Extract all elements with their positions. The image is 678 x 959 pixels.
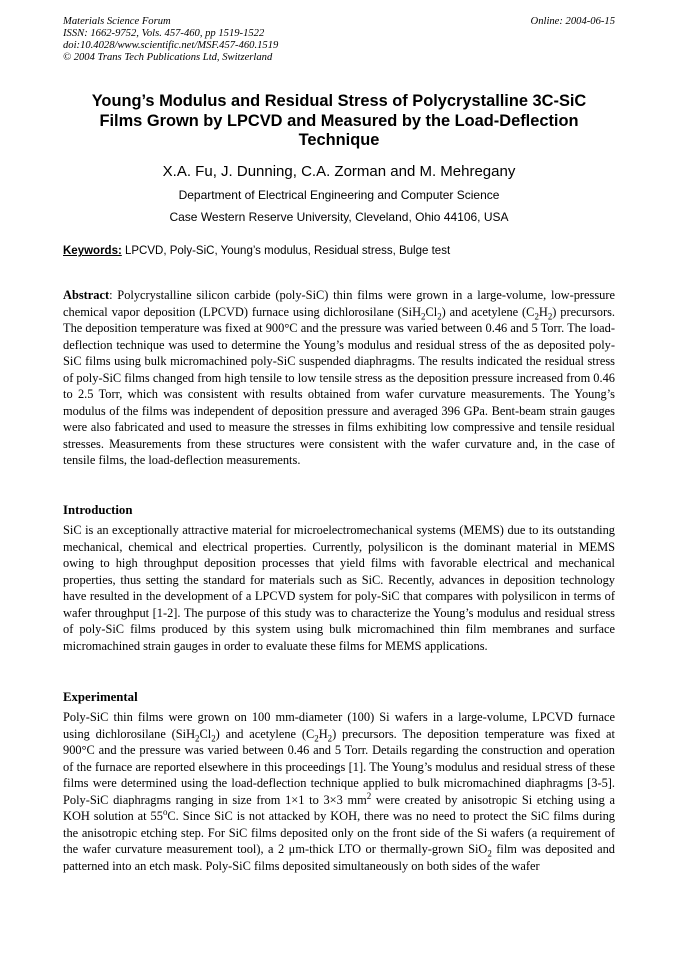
experimental-sub-4: 2 — [327, 732, 333, 743]
publication-header — [63, 16, 615, 64]
abstract-sub-2: 2 — [437, 310, 442, 321]
experimental-text-8: film was deposited and patterned into an etch mask. Poly-SiC films deposited simultaneously on both sides of the wafer — [63, 842, 616, 873]
author-list: X.A. Fu, J. Dunning, C.A. Zorman and M. Mehregany — [162, 163, 516, 180]
experimental-sup-2: o — [162, 806, 168, 817]
experimental-text-2: Cl — [199, 726, 212, 741]
experimental-text-3: ) and acetylene (C — [215, 726, 315, 741]
abstract-sub-1: 2 — [421, 310, 426, 321]
paper-title — [63, 92, 615, 151]
keywords-text: LPCVD, Poly-SiC, Young’s modulus, Residual stress, Bulge test — [121, 245, 451, 257]
abstract-sub-4: 2 — [547, 310, 553, 321]
title-line-2: Films Grown by LPCVD and Measured by the Load-Deflection — [99, 111, 579, 130]
online-date: Online: 2004-06-15 — [530, 16, 615, 27]
experimental-text-4: H — [318, 726, 328, 741]
abstract-text-4: H — [538, 304, 548, 319]
abstract-text-3: ) and acetylene (C — [441, 304, 535, 319]
copyright-line: © 2004 Trans Tech Publications Ltd, Switzerland — [63, 52, 273, 63]
abstract-text-2: Cl — [425, 304, 438, 319]
keywords-line — [63, 244, 615, 258]
experimental-sub-5: 2 — [487, 848, 492, 859]
experimental-sub-2: 2 — [211, 732, 216, 743]
experimental-paragraph — [63, 709, 615, 874]
experimental-text-6: were created by anisotropic Si etching using a KOH solution at 55 — [63, 792, 615, 823]
journal-name: Materials Science Forum — [63, 16, 171, 27]
experimental-text-7: C. Since SiC is not attacked by KOH, there was no need to protect the SiC films during the anisotropic etching step. For SiC films deposited only on the front side of the Si wafers (a requirement of the wafer curvature measurement tool), a 2 μm-thick LTO or thermally-grown SiO — [63, 809, 615, 856]
introduction-heading: Introduction — [63, 503, 133, 517]
abstract-paragraph — [63, 287, 615, 469]
doi-line: doi:10.4028/www.scientific.net/MSF.457-460.1519 — [63, 40, 279, 51]
keywords-label: Keywords: — [63, 245, 122, 257]
experimental-text-1: Poly-SiC thin films were grown on 100 mm-diameter (100) Si wafers in a large-volume, LPCVD furnace using dichlorosilane (SiH — [63, 710, 615, 741]
experimental-text-5: ) precursors. The deposition temperature was fixed at 900°C and the pressure was varied between 0.46 and 5 Torr. Details regarding the construction and operation of the furnace are reported elsewhere in this proceedings [1]. The Young’s modulus and residual stress of these films were determined using the load-deflection technique applied to bulk micromachined diaphragms [3-5]. Poly-SiC diaphragms ranging in size from 1×1 to 3×3 mm — [63, 726, 616, 807]
experimental-sup-1: 2 — [366, 790, 372, 801]
experimental-heading: Experimental — [63, 690, 138, 704]
introduction-paragraph: SiC is an exceptionally attractive material for microelectromechanical systems (MEMS) due to its outstanding mechanical, chemical and electrical properties. Currently, polysilicon is the dominant material in MEMS owing to high throughput deposition processes that yield films with favorable electrical and mechanical properties, thus setting the standard for materials such as SiC. Recently, advances in deposition technology have resulted in the development of a LPCVD system for poly-SiC that compares with polysilicon in terms of wafer throughput [1-2]. The purpose of this study was to characterize the Young’s modulus and residual stress of poly-SiC films produced by this system using bulk micromachined thin film membranes and surface micromachined strain gauges in order to evaluate these films for MEMS applications. — [63, 523, 615, 653]
abstract-sub-3: 2 — [534, 310, 539, 321]
affiliation-department: Department of Electrical Engineering and Computer Science — [178, 188, 500, 202]
title-line-3: Technique — [298, 131, 380, 149]
abstract-label: Abstract — [63, 288, 110, 302]
issn-line: ISSN: 1662-9752, Vols. 457-460, pp 1519-1522 — [63, 28, 265, 39]
abstract-text-5: ) precursors. The deposition temperature was fixed at 900°C and the pressure was varied between 0.46 and 5 Torr. The load-deflection technique was used to determine the Young’s modulus and residual stress of the as deposited poly-SiC films using bulk micromachined poly-SiC suspended diaphragms. The results indicated the residual stress of poly-SiC films changed from high tensile to low tensile stress as the deposition pressure increased from 0.46 to 2.5 Torr, which was consistent with results obtained from wafer curvature measurements. The Young’s modulus of the films was independent of deposition pressure and averaged 396 GPa. Bent-beam strain gauges were also fabricated and used to measure the stresses in films exhibiting low compressive and tensile residual stresses. Measurements from these structures were consistent with the wafer curvature and, in the case of tensile films, the load-deflection measurements. — [63, 304, 615, 467]
abstract-text-1: : Polycrystalline silicon carbide (poly-SiC) thin films were grown in a large-volume, low-pressure chemical vapor deposition (LPCVD) furnace using dichlorosilane (SiH — [63, 288, 615, 319]
title-line-1: Young’s Modulus and Residual Stress of Polycrystalline 3C-SiC — [91, 92, 587, 110]
experimental-sub-3: 2 — [314, 732, 319, 743]
affiliation-university: Case Western Reserve University, Cleveland, Ohio 44106, USA — [169, 210, 509, 224]
experimental-sub-1: 2 — [195, 732, 200, 743]
